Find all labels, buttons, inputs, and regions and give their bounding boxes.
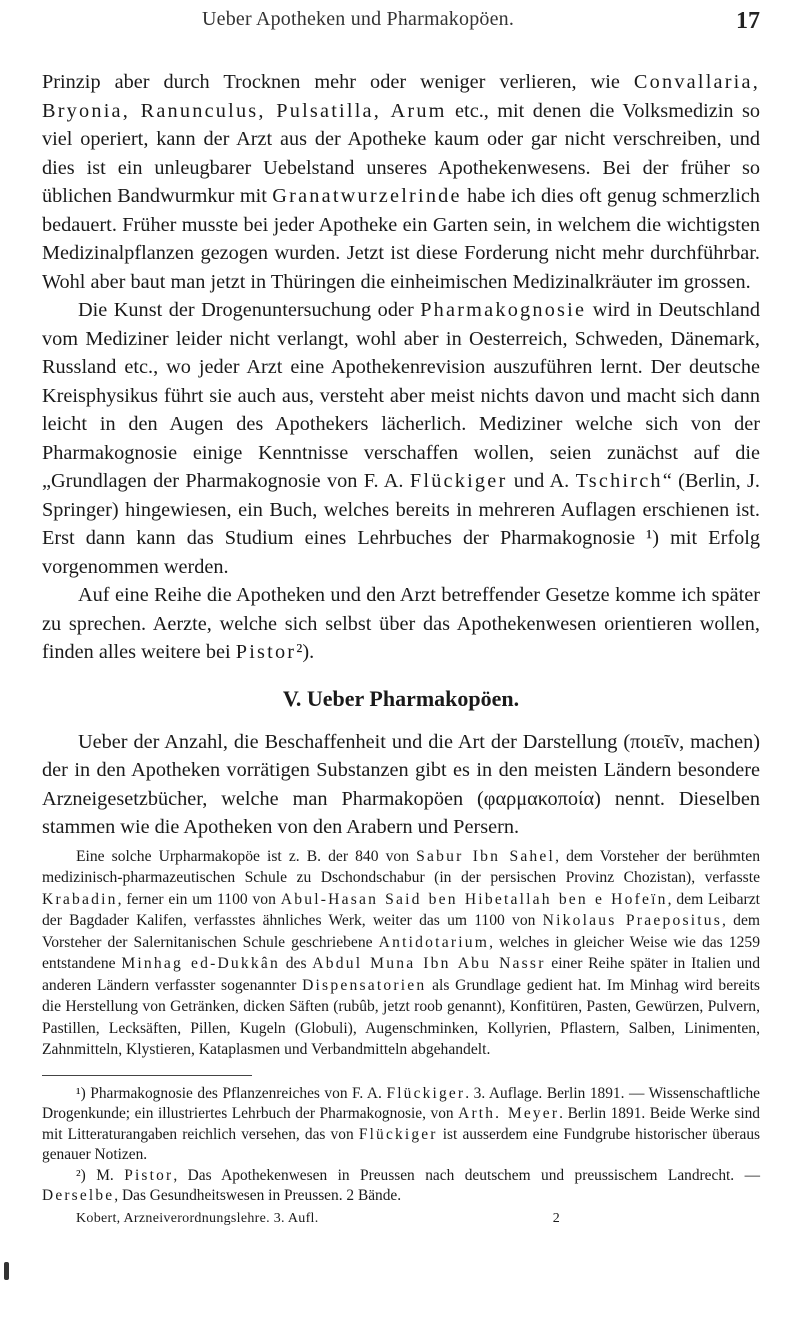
small-print-block <box>42 846 760 1061</box>
footnotes <box>42 1084 760 1230</box>
main-text <box>42 68 760 1229</box>
margin-mark <box>4 1262 9 1280</box>
running-title: Ueber Apotheken und Pharmakopöen. <box>202 8 515 30</box>
signature-mark: 2 <box>552 1210 560 1226</box>
footnote-1: ¹) Pharmakognosie des Pflanzenreiches von F. A. Flückiger. 3. Auflage. Berlin 1891. — Wissenschaftliche Drogenkunde; ein illustriertes Lehrbuch der Pharmakognosie, von Arth. Meyer. Berlin 1891. Beide Werke sind mit Litteraturangaben reichlich versehen, das von Flückiger ist ausserdem eine Fundgrube historischer überaus genauer Notizen. <box>42 1084 761 1163</box>
paragraph-3: Auf eine Reihe die Apotheken und den Arzt betreffender Gesetze komme ich später zu sprechen. Aerzte, welche sich selbst über das Apothekenwesen orientieren wollen, finden alles weitere bei Pistor²). <box>42 584 760 663</box>
paragraph-4: Ueber der Anzahl, die Beschaffenheit und die Art der Darstellung (ποιεῖν, machen) der in den Apotheken vorrätigen Substanzen gibt es in den meisten Ländern besondere Arzneigesetzbücher, welche man Pharmakopöen (φαρμακοποία) nennt. Dieselben stammen wie die Apotheken von den Arabern und Persern. <box>42 730 760 838</box>
paragraph-2: Die Kunst der Drogenuntersuchung oder Pharmakognosie wird in Deutschland vom Mediziner leider nicht verlangt, wohl aber in Oesterreich, Schweden, Dänemark, Russland etc., wo jeder Arzt eine Apothekenrevision auszuführen lernt. Der deutsche Kreisphysikus führt sie auch aus, versteht aber meist nichts davon und macht sich dann leicht in den Augen des Apothekers lächerlich. Mediziner welche sich von der Pharmakognosie einige Kenntnisse verschaffen wollen, seien zunächst auf die „Grundlagen der Pharmakognosie von F. A. Flückiger und A. Tschirch“ (Berlin, J. Springer) hingewiesen, ein Buch, welches bereits in mehreren Auflagen erschienen ist. Erst dann kann das Studium eines Lehrbuches der Pharmakognosie ¹) mit Erfolg vorgenommen werden. <box>42 299 761 578</box>
footnote-2: ²) M. Pistor, Das Apothekenwesen in Preussen nach deutschem und preussischem Landrecht. — Derselbe, Das Gesundheitswesen in Preussen. 2 Bände. <box>42 1166 760 1204</box>
paragraph-1: Prinzip aber durch Trocknen mehr oder weniger verlieren, wie Convallaria, Bryonia, Ranunculus, Pulsatilla, Arum etc., mit denen die Volksmedizin so viel operiert, kann der Arzt aus der Apotheke kaum oder gar nicht verschreiben, und dies ist ein unleugbarer Uebelstand unseres Apothekenwesens. Bei der früher so üblichen Bandwurmkur mit Granatwurzelrinde habe ich dies oft genug schmerzlich bedauert. Früher musste bei jeder Apotheke ein Garten sein, in welchem die wichtigsten Medizinalpflanzen gezogen wurden. Jetzt ist diese Forderung nicht mehr durchführbar. Wohl aber baut man jetzt in Thüringen die einheimischen Medizinalkräuter im grossen. <box>42 71 760 293</box>
imprint-line <box>42 1209 760 1230</box>
page-header <box>42 8 760 48</box>
page-number: 17 <box>736 8 760 34</box>
paragraph-5: Eine solche Urpharmakopöe ist z. B. der 840 von Sabur Ibn Sahel, dem Vorsteher der berühmten medizinisch-pharmazeutischen Schule zu Dschondschabur (in der persischen Provinz Chozistan), verfasste Krabadin, ferner ein um 1100 von Abul-Hasan Said ben Hibetallah ben e Hofeïn, dem Leibarzt der Bagdader Kalifen, verfasstes ähnliches Werk, weiter das um 1100 von Nikolaus Praepositus, dem Vorsteher der Salernitanischen Schule geschriebene Antidotarium, welches in gleicher Weise wie das 1259 entstandene Minhag ed-Dukkân des Abdul Muna Ibn Abu Nassr einer Reihe später in Italien und anderen Ländern verfasster sogenannter Dispensatorien als Grundlage gedient hat. Im Minhag wird bereits die Herstellung von Getränken, dicken Säften (rubûb, jetzt roob genannt), Konfitüren, Pasten, Gewürzen, Pulvern, Pastillen, Lecksäften, Pillen, Kugeln (Globuli), Augenschminken, Kollyrien, Pflastern, Salben, Linimenten, Zahnmitteln, Klystieren, Kataplasmen und Verbandmitteln abgehandelt. <box>42 847 760 1058</box>
footnote-divider <box>42 1075 252 1076</box>
section-heading: V. Ueber Pharmakopöen. <box>282 685 520 711</box>
imprint-text: Kobert, Arzneiverordnungslehre. 3. Aufl. <box>76 1210 319 1226</box>
